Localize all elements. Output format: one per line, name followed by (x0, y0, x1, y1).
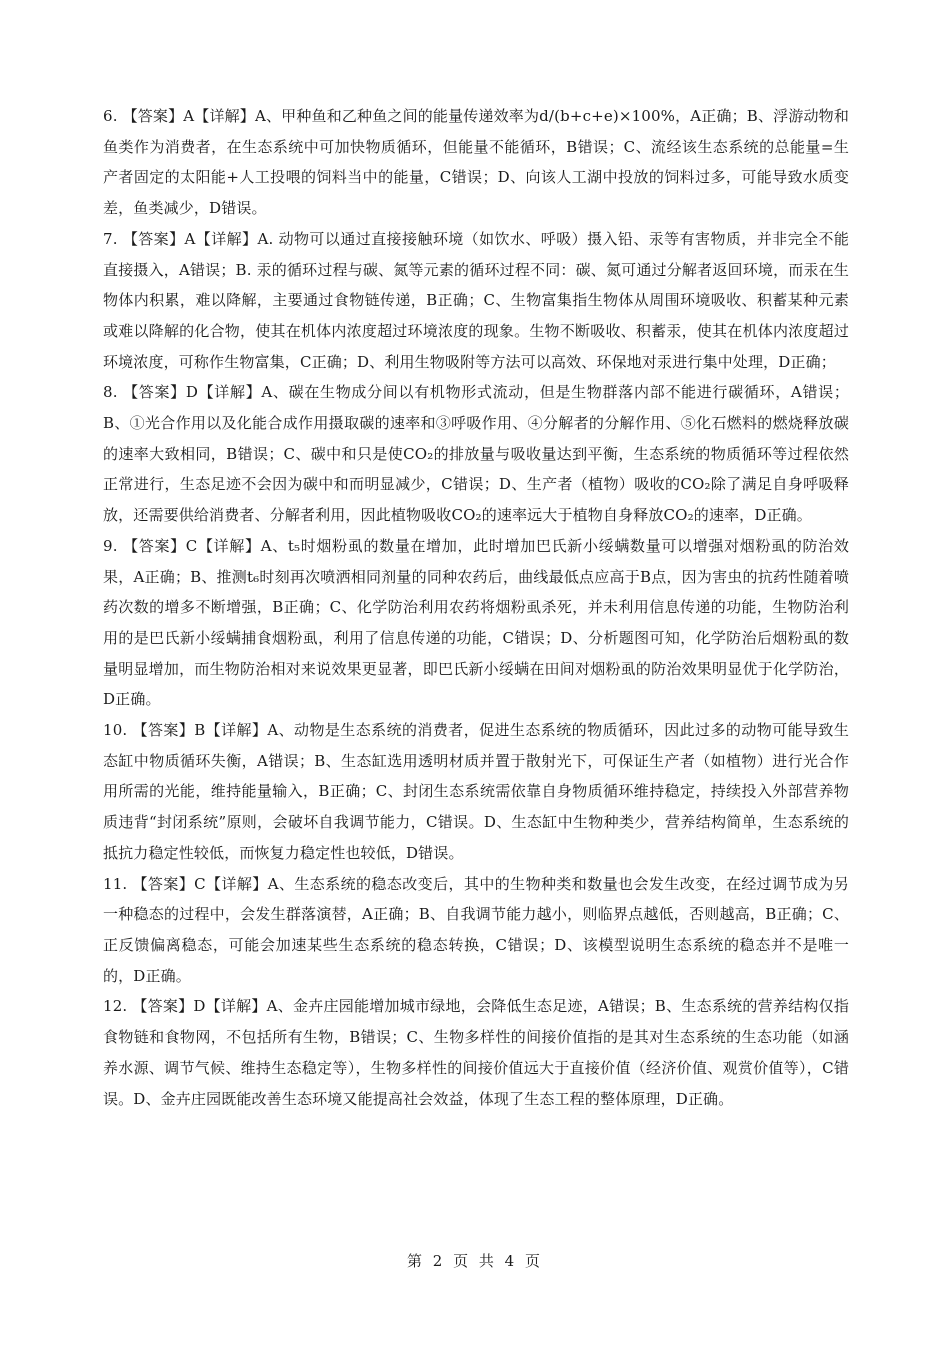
answer-explanations (103, 101, 849, 1114)
explanation-text: A、金卉庄园能增加城市绿地，会降低生态足迹，A错误；B、生态系统的营养结构仅指食物链和食物网，不包括所有生物，B错误；C、生物多样性的间接价值指的是其对生态系统的生态功能（如涵养水源、调节气候、维持生态稳定等），生物多样性的间接价值远大于直接价值（经济价值、观赏价值等），C错误。D、金卉庄园既能改善生态环境又能提高社会效益，体现了生态工程的整体原理，D正确。 (103, 997, 849, 1108)
explanation-text: A、动物是生态系统的消费者，促进生态系统的物质循环，因此过多的动物可能导致生态缸中物质循环失衡，A错误；B、生态缸选用透明材质并置于散射光下，可保证生产者（如植物）进行光合作用所需的光能，维持能量输入，B正确；C、封闭生态系统需依靠自身物质循环维持稳定，持续投入外部营养物质违背“封闭系统”原则，会破坏自我调节能力，C错误。D、生态缸中生物种类少，营养结构简单，生态系统的抵抗力稳定性较低，而恢复力稳定性也较低，D错误。 (103, 721, 850, 862)
answer-label: 【答案】C【详解】 (123, 536, 261, 555)
explanation-text: A、碳在生物成分间以有机物形式流动，但是生物群落内部不能进行碳循环，A错误；B、①光合作用以及化能合成作用摄取碳的速率和③呼吸作用、④分解者的分解作用、⑤化石燃料的燃烧释放碳的速率大致相同，B错误；C、碳中和只是使CO₂的排放量与吸收量达到平衡，生态系统的物质循环等过程依然正常进行，生态足迹不会因为碳中和而明显减少，C错误；D、生产者（植物）吸收的CO₂除了满足自身呼吸释放，还需要供给消费者、分解者利用，因此植物吸收CO₂的速率远大于植物自身释放CO₂的速率，D正确。 (103, 383, 849, 525)
answer-label: 【答案】D【详解】 (123, 383, 262, 402)
answer-item-8 (103, 377, 849, 531)
answer-item-6 (103, 101, 849, 224)
item-number: 11. (103, 874, 128, 893)
item-number: 9. (103, 536, 118, 555)
answer-item-7 (103, 224, 849, 378)
answer-item-10 (103, 715, 849, 869)
answer-item-11 (103, 869, 849, 992)
item-number: 7. (103, 229, 118, 248)
item-number: 10. (103, 721, 128, 740)
item-number: 12. (103, 997, 128, 1016)
answer-label: 【答案】B【详解】 (132, 721, 268, 740)
explanation-text: A、t₅时烟粉虱的数量在增加，此时增加巴氏新小绥螨数量可以增强对烟粉虱的防治效果，A正确；B、推测t₆时刻再次喷洒相同剂量的同种农药后，曲线最低点应高于B点，因为害虫的抗药性随着喷药次数的增多不断增强，B正确；C、化学防治利用农药将烟粉虱杀死，并未利用信息传递的功能，生物防治利用的是巴氏新小绥螨捕食烟粉虱，利用了信息传递的功能，C错误；D、分析题图可知，化学防治后烟粉虱的数量明显增加，而生物防治相对来说效果更显著，即巴氏新小绥螨在田间对烟粉虱的防治效果明显优于化学防治，D正确。 (103, 536, 850, 709)
item-number: 8. (103, 383, 118, 402)
answer-label: 【答案】A【详解】 (122, 229, 258, 248)
page-footer: 第 2 页 共 4 页 (407, 1252, 543, 1270)
explanation-text: A. 动物可以通过直接接触环境（如饮水、呼吸）摄入铅、汞等有害物质，并非完全不能直接摄入，A错误；B. 汞的循环过程与碳、氮等元素的循环过程不同：碳、氮可通过分解者返回环境，而汞在生物体内积累，难以降解，主要通过食物链传递，B正确；C、生物富集指生物体从周围环境吸收、积蓄某种元素或难以降解的化合物，使其在机体内浓度超过环境浓度的现象。生物不断吸收、积蓄汞，使其在机体内浓度超过环境浓度，可称作生物富集，C正确；D、利用生物吸附等方法可以高效、环保地对汞进行集中处理，D正确； (103, 229, 850, 371)
answer-label: 【答案】D【详解】 (132, 997, 267, 1016)
answer-item-12 (103, 991, 849, 1114)
explanation-text: A、甲种鱼和乙种鱼之间的能量传递效率为d/(b+c+e)×100%，A正确；B、浮游动物和鱼类作为消费者，在生态系统中可加快物质循环，但能量不能循环，B错误；C、流经该生态系统的总能量=生产者固定的太阳能+人工投喂的饲料当中的能量，C错误；D、向该人工湖中投放的饲料过多，可能导致水质变差，鱼类减少，D错误。 (103, 107, 849, 218)
answer-item-9 (103, 531, 849, 715)
answer-label: 【答案】C【详解】 (132, 874, 268, 893)
answer-label: 【答案】A【详解】 (122, 107, 255, 125)
item-number: 6. (103, 107, 118, 125)
explanation-text: A、生态系统的稳态改变后，其中的生物种类和数量也会发生改变，在经过调节成为另一种稳态的过程中，会发生群落演替，A正确；B、自我调节能力越小，则临界点越低，否则越高，B正确；C、正反馈偏离稳态，可能会加速某些生态系统的稳态转换，C错误；D、该模型说明生态系统的稳态并不是唯一的，D正确。 (103, 874, 849, 985)
